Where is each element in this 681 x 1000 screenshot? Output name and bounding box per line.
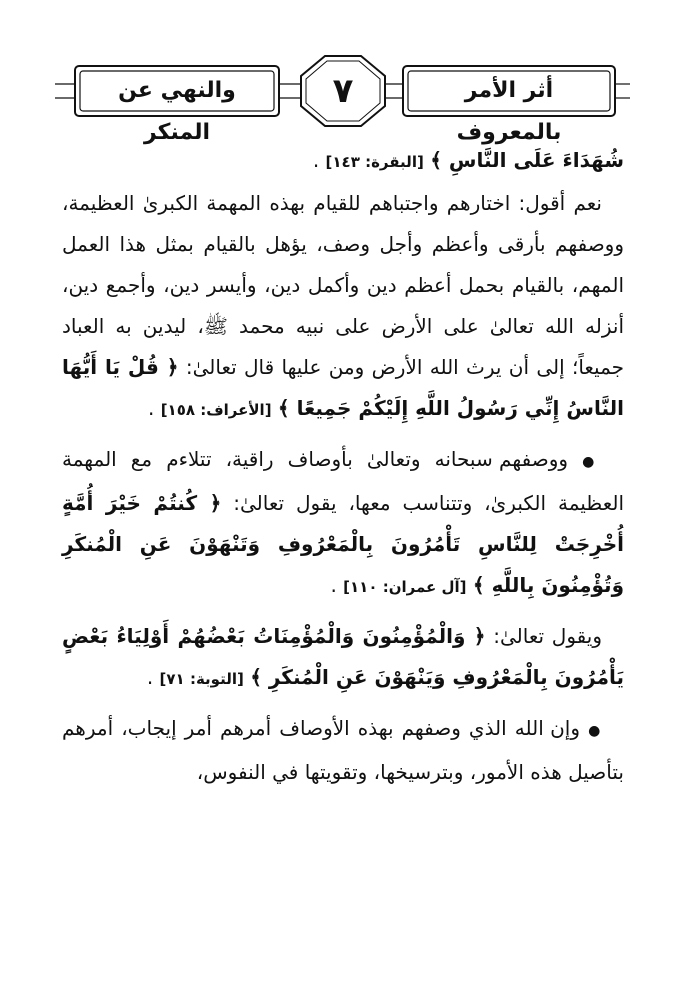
paragraph-3 xyxy=(62,439,624,608)
paragraph-4 xyxy=(62,616,624,700)
bullet-icon: ● xyxy=(582,454,602,470)
verse-reference: [التوبة: ٧١] xyxy=(159,670,244,688)
sentence-end: . xyxy=(330,573,337,597)
page-body xyxy=(62,140,624,793)
quran-verse: ﴿ كُنتُمْ خَيْرَ أُمَّةٍ أُخْرِجَتْ لِلنَّاسِ تَأْمُرُونَ بِالْمَعْرُوفِ وَتَنْهَوْنَ عَنِ الْمُنكَرِ وَتُؤْمِنُونَ بِاللَّهِ ﴾ xyxy=(62,491,624,597)
paragraph-5 xyxy=(62,708,624,793)
header-title-right: أثر الأمر بالمعروف xyxy=(456,78,562,145)
sentence-end: . xyxy=(312,148,320,172)
sentence-end: . xyxy=(147,396,155,420)
quran-verse: ﴿ قُلْ يَا أَيُّهَا النَّاسُ إِنِّي رَسُولُ اللَّهِ إِلَيْكُمْ جَمِيعًا ﴾ xyxy=(62,355,624,420)
paragraph-2 xyxy=(62,183,624,431)
verse-reference: [آل عمران: ١١٠] xyxy=(343,578,467,596)
bullet-icon: ● xyxy=(588,723,603,739)
quran-verse: شُهَدَاءَ عَلَى النَّاسِ ﴾ xyxy=(430,148,624,172)
page-number: ٧ xyxy=(332,71,354,111)
sentence-end: . xyxy=(146,665,154,689)
page-header xyxy=(55,52,630,145)
quran-verse: ﴿ وَالْمُؤْمِنُونَ وَالْمُؤْمِنَاتُ بَعْضُهُمْ أَوْلِيَاءُ بَعْضٍ يَأْمُرُونَ بِالْمَعْرُوفِ وَيَنْهَوْنَ عَنِ الْمُنكَرِ ﴾ xyxy=(62,624,624,689)
paragraph-text: ووصفهم سبحانه وتعالىٰ بأوصاف راقية، تتلاءم مع المهمة العظيمة الكبرىٰ، وتتناسب معها، يقول تعالىٰ: xyxy=(62,447,625,515)
verse-reference: [الأعراف: ١٥٨] xyxy=(160,401,272,419)
verse-reference: [البقرة: ١٤٣] xyxy=(325,153,424,171)
paragraph-text: نعم أقول: اختارهم واجتباهم للقيام بهذه المهمة الكبرىٰ العظيمة، ووصفهم بأرقى وأعظم وأجل وصف، يؤهل بالقيام بمثل هذا العمل المهم، بالقيام بحمل أعظم دين وأكمل دين، وأيسر دين، وأجمع دين، أنزله الله تعالىٰ على الأرض على نبيه محمد ﷺ، ليدين به العباد جميعاً؛ إلى أن يرث الله الأرض ومن عليها قال تعالىٰ: xyxy=(62,191,625,379)
paragraph-text: ويقول تعالىٰ: xyxy=(493,624,603,648)
header-title-left: والنهي عن المنكر xyxy=(118,78,236,145)
paragraph-1 xyxy=(62,140,624,183)
paragraph-text: وإن الله الذي وصفهم بهذه الأوصاف أمرهم أمر إيجاب، أمرهم بتأصيل هذه الأمور، وبترسيخها، وتقويتها في النفوس، xyxy=(62,716,624,784)
